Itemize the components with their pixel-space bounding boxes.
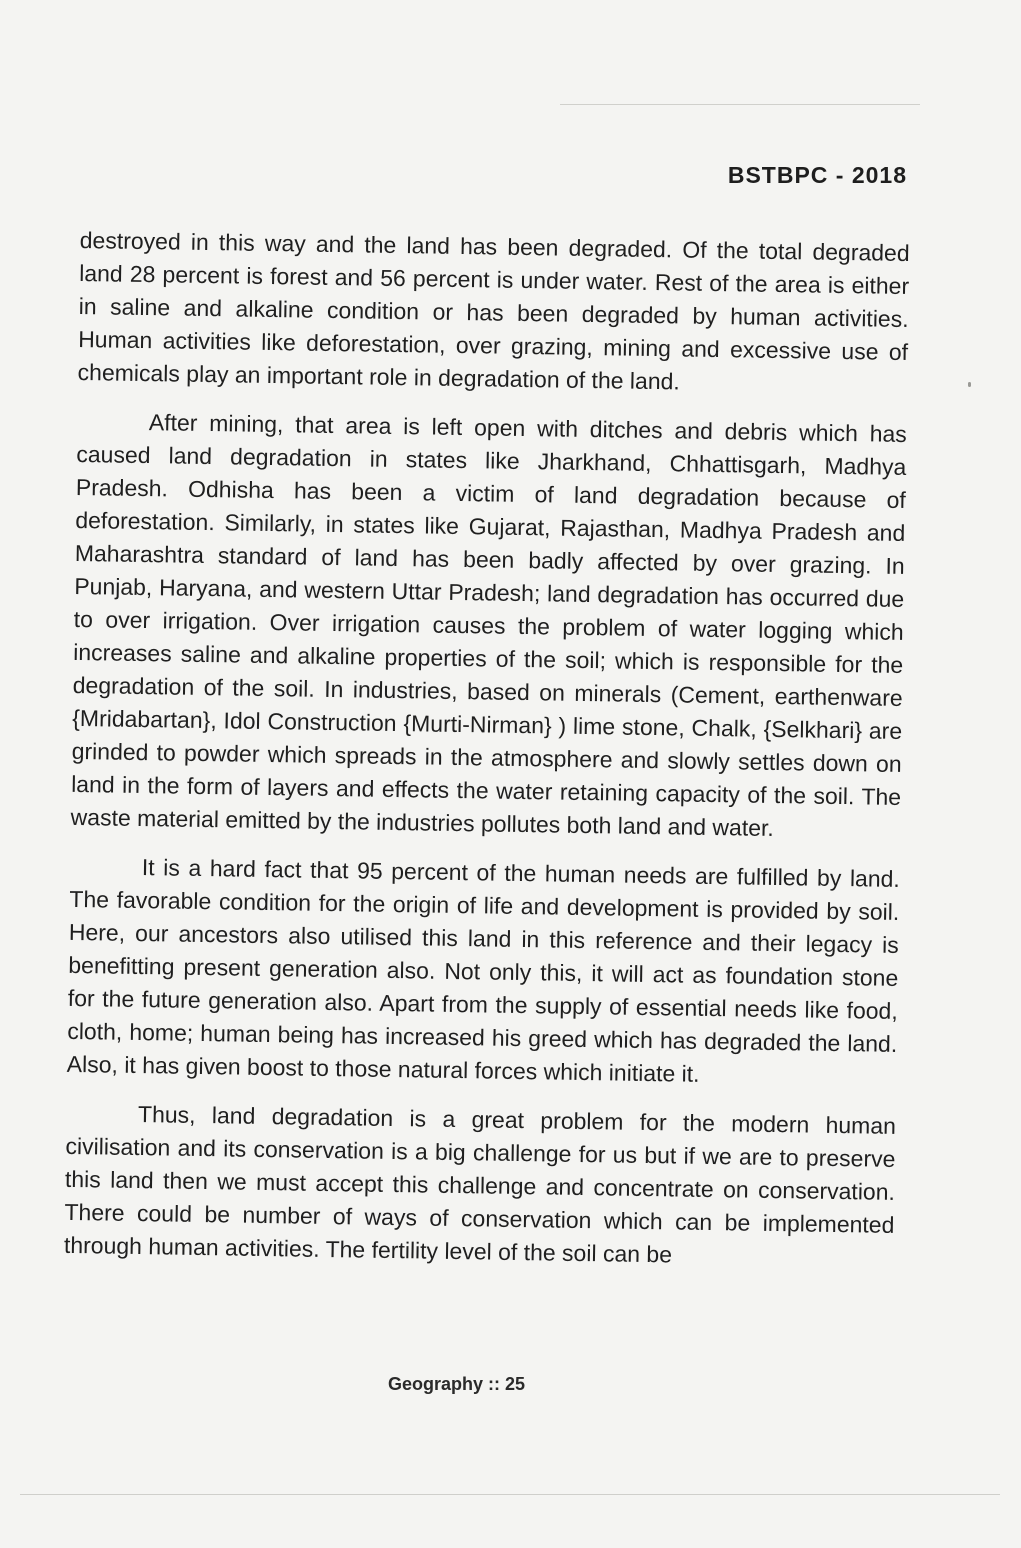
footer-rule: [20, 1494, 1000, 1495]
paragraph-conservation: Thus, land degradation is a great problem for the modern human civilisation and its conservation is a big challenge for us but if we are to preserve this land then we must accept this challenge and concentrate on conservation. There could be number of ways of conservation which can be implemented through human activities. The fertility level of the soil can be: [63, 1101, 897, 1268]
paragraph-mining: After mining, that area is left open with ditches and debris which has caused land degradation in states like Jharkhand, Chhattisgarh, Madhya Pradesh. Odhisha has been a victim of land degradation because of deforestation. Similarly, in states like Gujarat, Rajasthan, Madhya Pradesh and Maharashtra standard of land has been badly affected by over grazing. In Punjab, Haryana, and western Uttar Pradesh; land degradation has occurred due to over irrigation. Over irrigation causes the problem of water logging which increases saline and alkaline properties of the soil; which is responsible for the degradation of the soil. In industries, based on minerals (Cement, earthenware {Mridabartan}, Idol Construction {Murti-Nirman} ) lime stone, Chalk, {Selkhari} are grinded to powder which spreads in the atmosphere and slowly settles down on land in the form of layers and effects the water retaining capacity of the soil. The waste material emitted by the industries pollutes both land and water.: [70, 409, 908, 841]
body-text: [63, 224, 909, 1291]
paragraph-human-needs: It is a hard fact that 95 percent of the human needs are fulfilled by land. The favorable condition for the origin of life and development is provided by soil. Here, our ancestors also utilised this land in this reference and their legacy is benefitting present generation also. Not only this, it will act as foundation stone for the future generation also. Apart from the supply of essential needs like food, cloth, home; human being has increased his greed which has degraded the land. Also, it has given boost to those natural forces which initiate it.: [66, 854, 901, 1087]
running-header-title: BSTBPC - 2018: [727, 162, 907, 188]
scan-speck: [968, 382, 971, 387]
header-rule: [560, 104, 920, 105]
paragraph-continuation: destroyed in this way and the land has been degraded. Of the total degraded land 28 percent is forest and 56 percent is under water. Rest of the area is either in saline and alkaline condition or has been degraded by human activities. Human activities like deforestation, over grazing, mining and excessive use of chemicals play an important role in degradation of the land.: [77, 226, 910, 395]
page-footer: Geography :: 25: [388, 1374, 526, 1394]
